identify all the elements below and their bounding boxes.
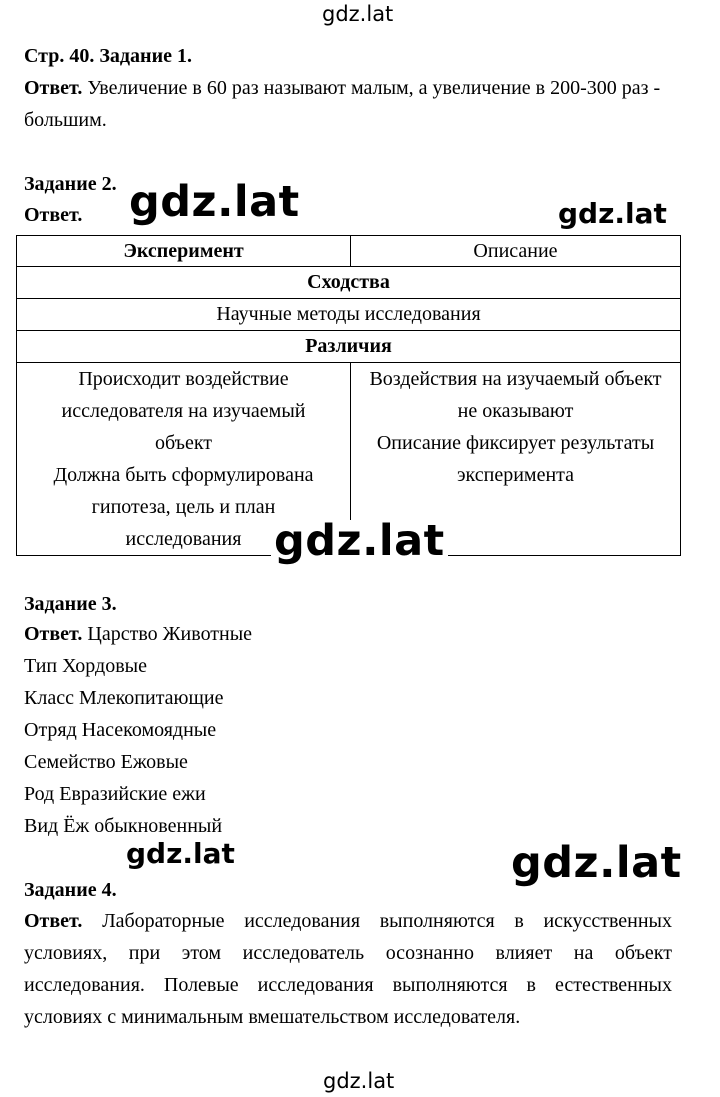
list-item: Род Евразийские ежи xyxy=(24,783,206,805)
task4-header: Задание 4. xyxy=(24,879,117,901)
comparison-table xyxy=(16,235,681,556)
table-line: гипотеза, цель и план xyxy=(91,496,276,518)
list-item: Тип Хордовые xyxy=(24,655,147,677)
table-line: не оказывают xyxy=(457,400,574,422)
task3-answer-list xyxy=(24,618,252,842)
table-line: Воздействия на изучаемый объект xyxy=(369,368,662,390)
list-item: Вид Ёж обыкновенный xyxy=(24,815,223,837)
task1-header: Стр. 40. Задание 1. xyxy=(24,45,192,67)
table-line: объект xyxy=(154,432,213,454)
watermark: gdz.lat xyxy=(126,837,235,870)
table-line: исследователя на изучаемый xyxy=(61,400,306,422)
task4-answer: Ответ. Лабораторные исследования выполняются в искусственных условиях, при этом исследователь осознанно влияет на объект исследования. Полевые исследования выполняются в естественных условиях с минимальным вмешательством исследователя. xyxy=(24,910,672,1028)
table-line: Происходит воздействие xyxy=(78,368,289,390)
watermark: gdz.lat xyxy=(126,181,303,224)
watermark-bottom: gdz.lat xyxy=(323,1069,395,1093)
table-line: эксперимента xyxy=(456,464,575,486)
table-similarities-text: Научные методы исследования xyxy=(17,299,681,331)
task1-answer: Ответ. Увеличение в 60 раз называют малым, а увеличение в 200-300 раз - большим. xyxy=(24,77,661,131)
task3-header: Задание 3. xyxy=(24,593,117,615)
watermark: gdz.lat xyxy=(558,197,667,230)
task2-answer-label: Ответ. xyxy=(24,204,83,226)
watermark-top: gdz.lat xyxy=(322,2,394,26)
table-line: исследования xyxy=(125,528,242,550)
table-line: Описание фиксирует результаты xyxy=(376,432,655,454)
list-item: Отряд Насекомоядные xyxy=(24,719,217,741)
table-section-differences: Различия xyxy=(17,331,681,363)
watermark: gdz.lat xyxy=(271,520,448,563)
table-header-description: Описание xyxy=(351,236,681,267)
task2-header: Задание 2. xyxy=(24,173,117,195)
list-item: Ответ. Царство Животные xyxy=(24,623,253,645)
table-header-experiment: Эксперимент xyxy=(17,236,351,267)
list-item: Семейство Ежовые xyxy=(24,751,188,773)
table-section-similarities: Сходства xyxy=(17,267,681,299)
list-item: Класс Млекопитающие xyxy=(24,687,224,709)
table-line: Должна быть сформулирована xyxy=(53,464,314,486)
watermark: gdz.lat xyxy=(508,842,685,885)
